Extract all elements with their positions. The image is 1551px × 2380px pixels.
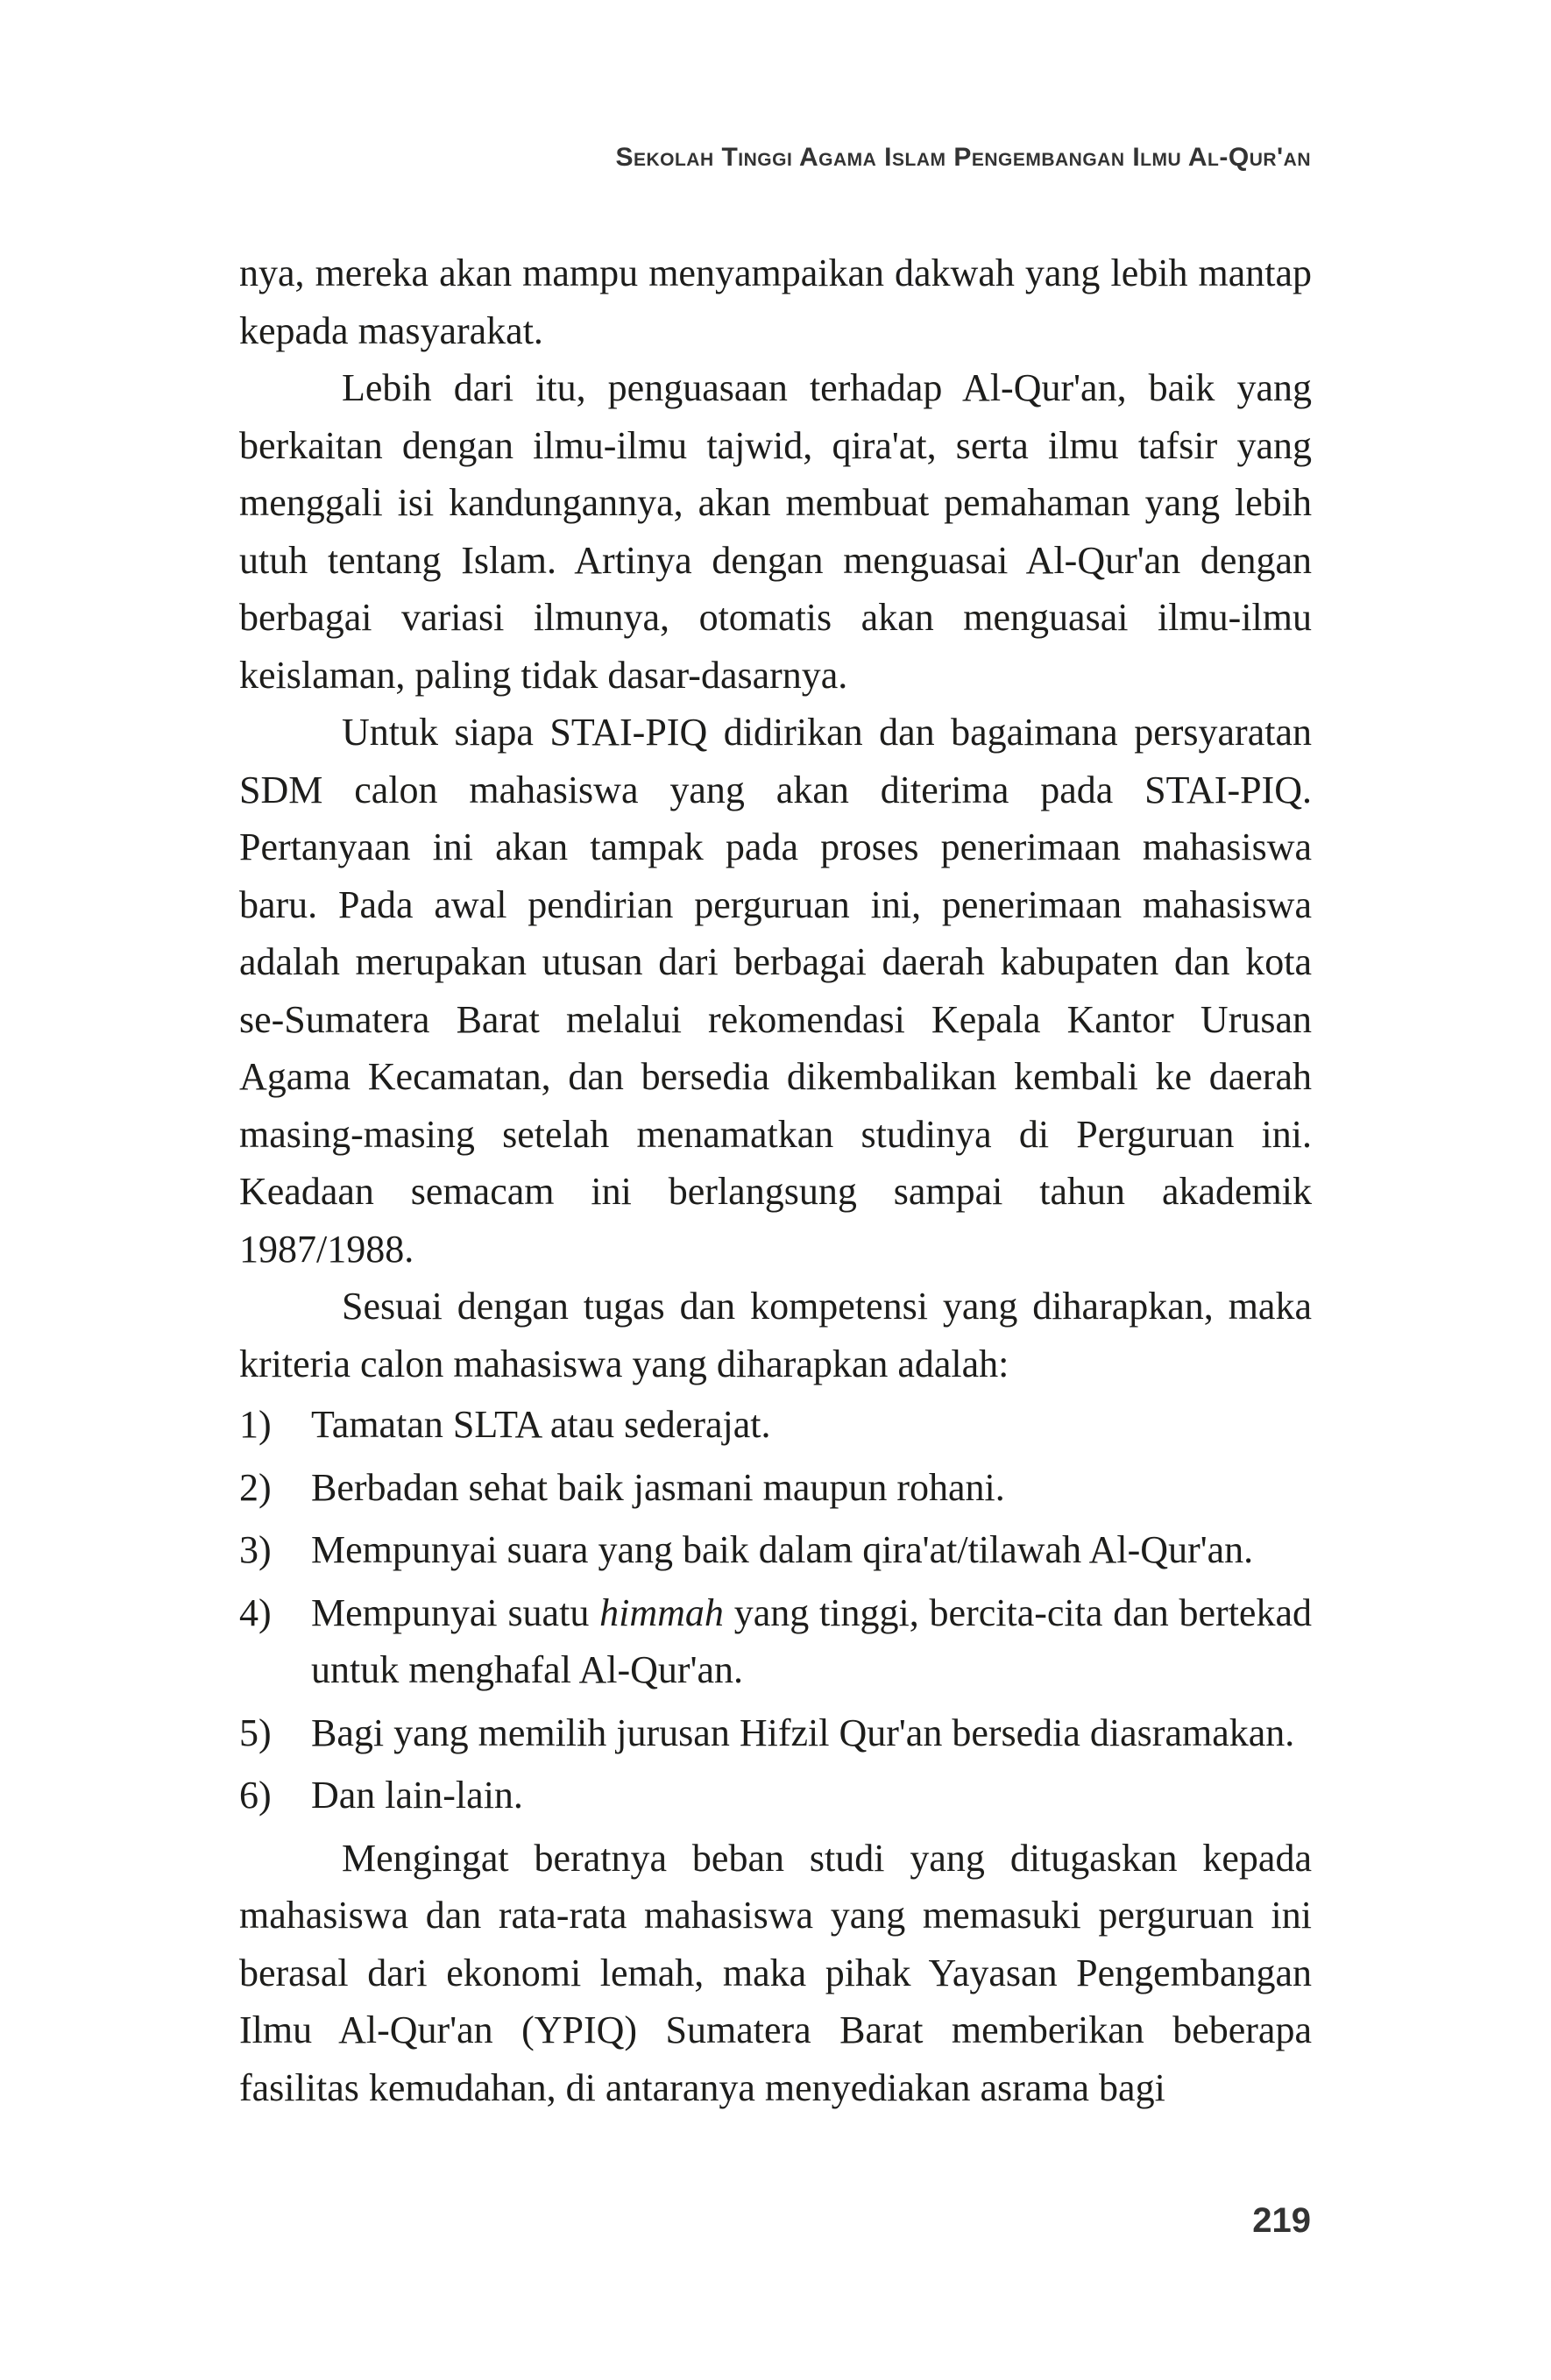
list-item [239,1459,1312,1517]
page-number: 219 [1252,2201,1311,2240]
paragraph: Lebih dari itu, penguasaan terhadap Al-Qur'an, baik yang berkaitan dengan ilmu-ilmu tajwid, qira'at, serta ilmu tafsir yang menggali isi kandungannya, akan membuat pemahaman yang lebih utuh tentang Islam. Artinya dengan menguasai Al-Qur'an dengan berbagai variasi ilmunya, otomatis akan menguasai ilmu-ilmu keislaman, paling tidak dasar-dasarnya. [239,366,1312,697]
list-item [239,1704,1312,1762]
list-item-text: Mempunyai suara yang baik dalam qira'at/tilawah Al-Qur'an. [311,1528,1254,1571]
list-item-text-before: Mempunyai suatu [311,1590,600,1634]
list-item-text-after: yang tinggi, bercita-cita dan bertekad untuk menghafal Al-Qur'an. [311,1590,1312,1691]
paragraph: Sesuai dengan tugas dan kompetensi yang diharapkan, maka kriteria calon mahasiswa yang diharapkan adalah: [239,1285,1312,1385]
paragraph-continuation: nya, mereka akan mampu menyampaikan dakwah yang lebih mantap kepada masyarakat. [239,251,1312,352]
list-item-text: Berbadan sehat baik jasmani maupun rohani. [311,1465,1005,1509]
list-item [239,1521,1312,1579]
body-text [239,244,1312,2116]
criteria-list [239,1396,1312,1824]
list-item-number: 4) [239,1590,272,1634]
list-item-text: Bagi yang memilih jurusan Hifzil Qur'an bersedia diasramakan. [311,1711,1295,1754]
paragraph: Untuk siapa STAI-PIQ didirikan dan bagaimana persyaratan SDM calon mahasiswa yang akan diterima pada STAI-PIQ. Pertanyaan ini akan tampak pada proses penerimaan mahasiswa baru. Pada awal pendirian perguruan ini, penerimaan mahasiswa adalah merupakan utusan dari berbagai daerah kabupaten dan kota se-Sumatera Barat melalui rekomendasi Kepala Kantor Urusan Agama Kecamatan, dan bersedia dikembalikan kembali ke daerah masing-masing setelah menamatkan studinya di Perguruan ini. Keadaan semacam ini berlangsung sampai tahun akademik 1987/1988. [239,711,1312,1271]
list-item [239,1584,1312,1699]
list-item-number: 2) [239,1465,272,1509]
italic-term: himmah [599,1590,724,1634]
list-item [239,1396,1312,1454]
list-item-number: 6) [239,1774,272,1817]
paragraph: Mengingat beratnya beban studi yang ditugaskan kepada mahasiswa dan rata-rata mahasiswa yang memasuki perguruan ini berasal dari ekonomi lemah, maka pihak Yayasan Pengembangan Ilmu Al-Qur'an (YPIQ) Sumatera Barat memberikan beberapa fasilitas kemudahan, di antaranya menyediakan asrama bagi [239,1836,1312,2109]
list-item-text: Dan lain-lain. [311,1774,523,1817]
list-item-text [311,1584,1312,1699]
list-item-number: 5) [239,1711,272,1754]
list-item-number: 1) [239,1403,272,1446]
list-item [239,1767,1312,1824]
list-item-text: Tamatan SLTA atau sederajat. [311,1403,771,1446]
list-item-number: 3) [239,1528,272,1571]
running-head: Sekolah Tinggi Agama Islam Pengembangan Ilmu Al-Qur'an [615,143,1311,172]
